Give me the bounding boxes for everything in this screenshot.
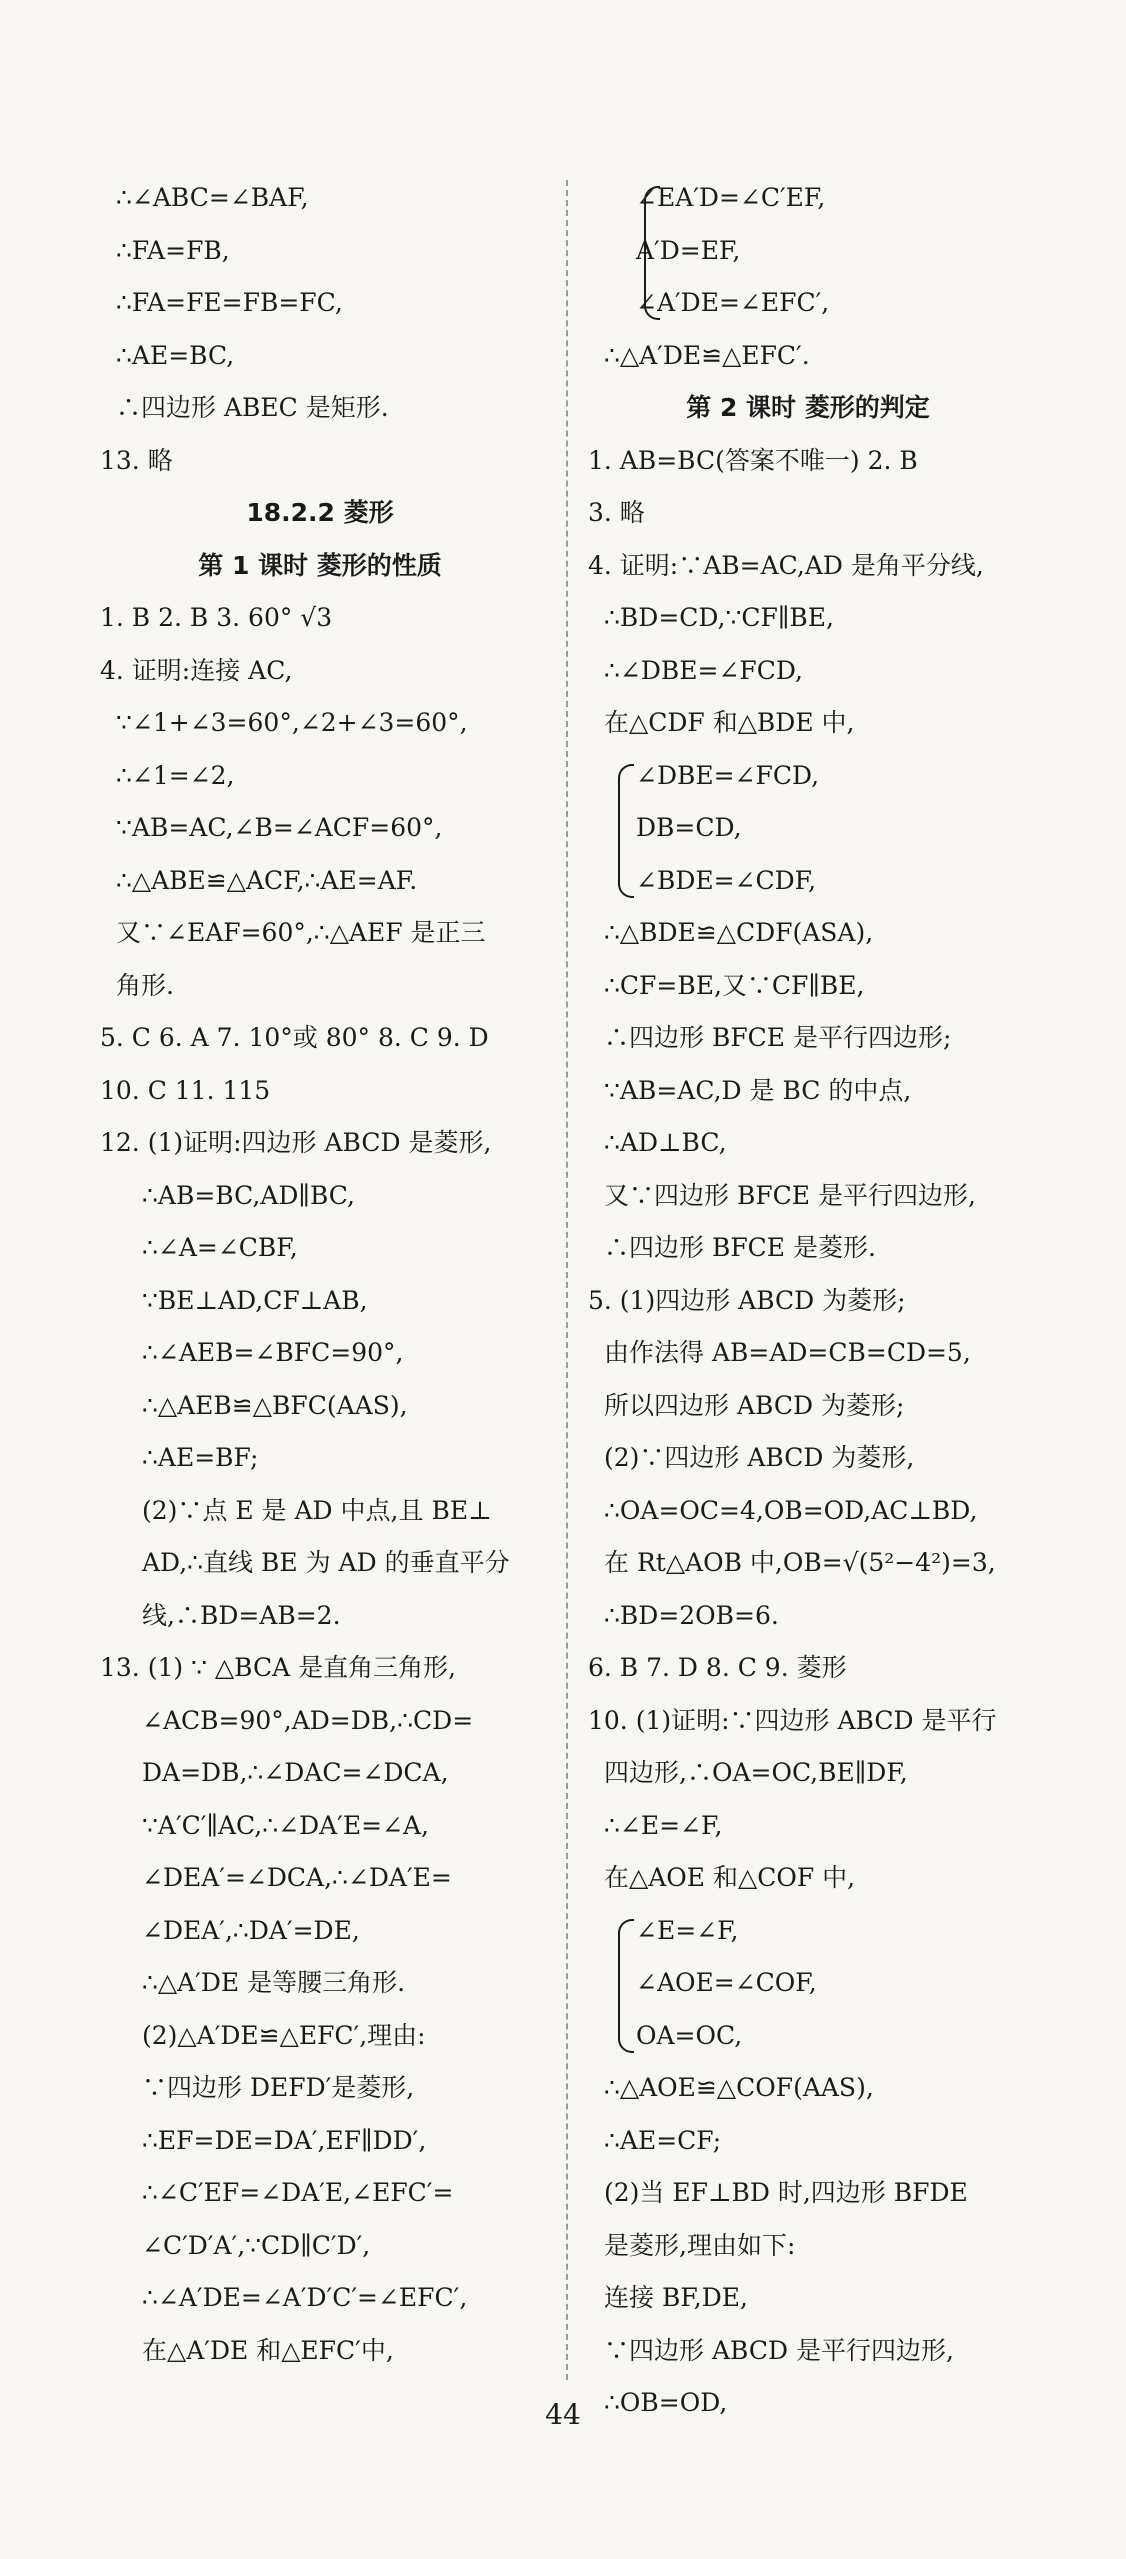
text-line: ∠EA′D=∠C′EF, <box>636 183 826 212</box>
text-line: OA=OC, <box>636 2020 743 2050</box>
text-line: ∴△BDE≌△CDF(ASA), <box>604 918 874 947</box>
section-title: 18.2.2 菱形 <box>246 498 394 527</box>
lesson-title: 第 2 课时 菱形的判定 <box>686 393 930 422</box>
text-line: (2)△A′DE≌△EFC′,理由: <box>142 2020 426 2050</box>
text-line: ∴四边形 BFCE 是平行四边形; <box>604 1023 952 1052</box>
text-line: DA=DB,∴∠DAC=∠DCA, <box>142 1758 449 1787</box>
left-column <box>100 172 540 2377</box>
text-line: ∴AE=BF; <box>142 1443 259 1472</box>
text-line: (2)当 EF⊥BD 时,四边形 BFDE <box>604 2178 968 2207</box>
text-line: ∵A′C′∥AC,∴∠DA′E=∠A, <box>142 1810 429 1840</box>
text-line: 角形. <box>116 970 174 1000</box>
page-number: 44 <box>545 2398 581 2431</box>
text-line: ∴△AOE≌△COF(AAS), <box>604 2073 874 2102</box>
text-line: ∴△A′DE≌△EFC′. <box>604 340 810 370</box>
text-line: ∵AB=AC,D 是 BC 的中点, <box>604 1075 912 1105</box>
right-column <box>588 172 1028 2430</box>
text-line: 13. 略 <box>100 445 173 475</box>
text-line: (2)∵点 E 是 AD 中点,且 BE⊥ <box>142 1495 492 1525</box>
text-line: 1. AB=BC(答案不唯一) 2. B <box>588 445 918 475</box>
text-line: 1. B 2. B 3. 60° √3 <box>100 603 333 632</box>
text-line: ∵AB=AC,∠B=∠ACF=60°, <box>116 813 443 842</box>
text-line: 又∵四边形 BFCE 是平行四边形, <box>604 1180 976 1210</box>
text-line: ∴∠AEB=∠BFC=90°, <box>142 1338 404 1367</box>
text-line: ∴四边形 ABEC 是矩形. <box>116 393 389 422</box>
text-line: 线,∴BD=AB=2. <box>142 1600 341 1630</box>
text-line: 10. C 11. 115 <box>100 1075 271 1105</box>
text-line: ∴∠ABC=∠BAF, <box>116 183 309 212</box>
text-line: ∠E=∠F, <box>636 1915 739 1945</box>
text-line: ∵BE⊥AD,CF⊥AB, <box>142 1285 368 1315</box>
text-line: ∴AE=BC, <box>116 340 235 370</box>
text-line: 连接 BF,DE, <box>604 2283 748 2312</box>
text-line: AD,∴直线 BE 为 AD 的垂直平分 <box>142 1548 510 1577</box>
text-line: ∠DEA′=∠DCA,∴∠DA′E= <box>142 1863 452 1892</box>
text-line: 四边形,∴OA=OC,BE∥DF, <box>604 1758 908 1787</box>
text-line: ∴△A′DE 是等腰三角形. <box>142 1968 406 1997</box>
text-line: (2)∵四边形 ABCD 为菱形, <box>604 1443 915 1472</box>
text-line: ∠BDE=∠CDF, <box>636 865 817 895</box>
text-line: 在△CDF 和△BDE 中, <box>604 708 855 737</box>
text-line: 4. 证明:∵AB=AC,AD 是角平分线, <box>588 550 984 580</box>
text-line: 13. (1) ∵ △BCA 是直角三角形, <box>100 1653 457 1682</box>
text-line: ∴BD=2OB=6. <box>604 1600 779 1630</box>
text-line: ∴△ABE≌△ACF,∴AE=AF. <box>116 865 418 895</box>
text-line: ∴∠E=∠F, <box>604 1810 723 1840</box>
text-line: ∠DEA′,∴DA′=DE, <box>142 1915 360 1945</box>
text-line: ∵∠1+∠3=60°,∠2+∠3=60°, <box>116 708 468 737</box>
text-line: 4. 证明:连接 AC, <box>100 655 293 685</box>
text-line: 由作法得 AB=AD=CB=CD=5, <box>604 1338 971 1367</box>
text-line: ∴∠A=∠CBF, <box>142 1233 298 1262</box>
text-line: ∴AB=BC,AD∥BC, <box>142 1180 355 1210</box>
text-line: ∴∠A′DE=∠A′D′C′=∠EFC′, <box>142 2283 468 2312</box>
text-line: ∴∠C′EF=∠DA′E,∠EFC′= <box>142 2178 454 2207</box>
text-line: 在 Rt△AOB 中,OB=√(5²−4²)=3, <box>604 1548 996 1577</box>
text-line: 3. 略 <box>588 498 645 527</box>
text-line: ∴FA=FE=FB=FC, <box>116 288 343 317</box>
text-line: A′D=EF, <box>636 235 741 265</box>
text-line: ∴OB=OD, <box>604 2388 728 2417</box>
system-brace <box>618 764 634 898</box>
text-line: ∴CF=BE,又∵CF∥BE, <box>604 970 865 1000</box>
system-brace <box>618 1919 634 2053</box>
text-line: ∴∠1=∠2, <box>116 760 235 790</box>
text-line: 12. (1)证明:四边形 ABCD 是菱形, <box>100 1128 492 1157</box>
text-line: ∠DBE=∠FCD, <box>636 760 820 790</box>
text-line: ∠A′DE=∠EFC′, <box>636 288 830 317</box>
text-line: ∴∠DBE=∠FCD, <box>604 655 803 685</box>
text-line: 是菱形,理由如下: <box>604 2230 796 2260</box>
column-divider <box>566 180 568 2380</box>
text-line: 在△A′DE 和△EFC′中, <box>142 2335 394 2365</box>
text-line: ∴OA=OC=4,OB=OD,AC⊥BD, <box>604 1495 978 1525</box>
text-line: ∴AE=CF; <box>604 2125 722 2155</box>
lesson-title: 第 1 课时 菱形的性质 <box>198 550 442 580</box>
text-line: ∴BD=CD,∵CF∥BE, <box>604 603 834 632</box>
text-line: ∠C′D′A′,∵CD∥C′D′, <box>142 2230 371 2260</box>
text-line: ∵四边形 DEFD′是菱形, <box>142 2073 415 2102</box>
text-line: DB=CD, <box>636 813 742 842</box>
text-line: 又∵∠EAF=60°,∴△AEF 是正三 <box>116 918 486 947</box>
system-brace <box>644 186 660 320</box>
text-line: 6. B 7. D 8. C 9. 菱形 <box>588 1653 847 1682</box>
text-line: ∠AOE=∠COF, <box>636 1968 817 1997</box>
text-line: 所以四边形 ABCD 为菱形; <box>604 1390 905 1420</box>
text-line: 5. C 6. A 7. 10°或 80° 8. C 9. D <box>100 1023 489 1052</box>
text-line: 在△AOE 和△COF 中, <box>604 1863 856 1892</box>
text-line: ∴EF=DE=DA′,EF∥DD′, <box>142 2125 427 2155</box>
text-line: 5. (1)四边形 ABCD 为菱形; <box>588 1285 906 1315</box>
text-line: ∵四边形 ABCD 是平行四边形, <box>604 2335 954 2365</box>
text-line: ∴AD⊥BC, <box>604 1128 727 1157</box>
text-line: 10. (1)证明:∵四边形 ABCD 是平行 <box>588 1705 997 1735</box>
text-line: ∴四边形 BFCE 是菱形. <box>604 1233 876 1262</box>
text-line: ∴FA=FB, <box>116 235 230 265</box>
text-line: ∠ACB=90°,AD=DB,∴CD= <box>142 1705 474 1735</box>
text-line: ∴△AEB≌△BFC(AAS), <box>142 1390 408 1420</box>
